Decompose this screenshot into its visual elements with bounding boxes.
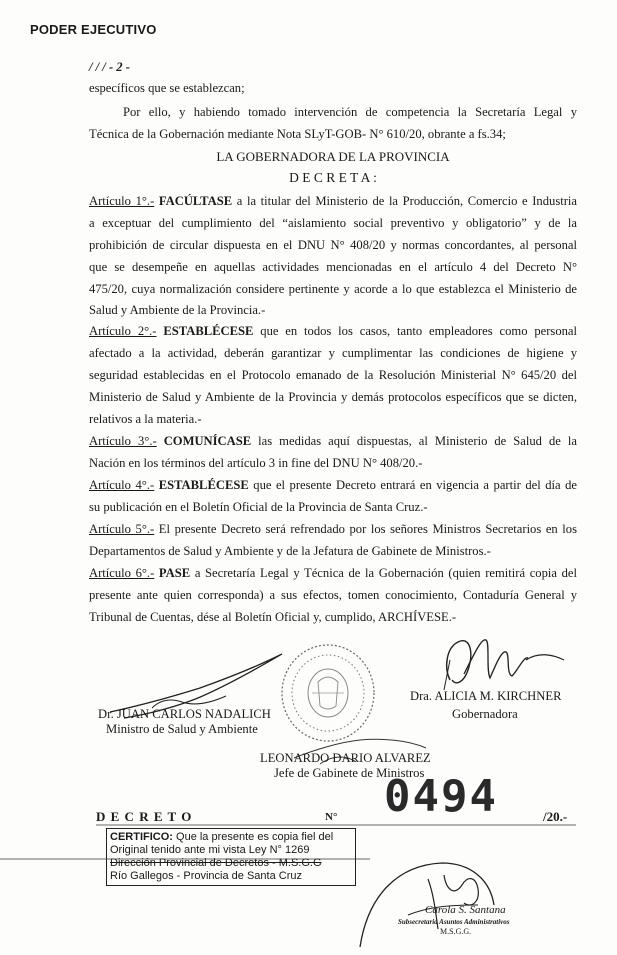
- article-6-first-line: [89, 566, 577, 581]
- article-verb: PASE: [158, 566, 191, 580]
- health-minister-role: Ministro de Salud y Ambiente: [106, 722, 258, 736]
- governor-signature-icon: [430, 630, 570, 692]
- article-2-line: seguridad establecidas en el Protocolo emanado de la Resolución Ministerial N° 645/20 del: [89, 368, 577, 382]
- article-1-line: a exceptuar del cumplimiento del “aislamiento social preventivo y obligatorio” y de la: [89, 216, 577, 230]
- article-6-line: Tribunal de Cuentas, dése al Boletín Oficial y, cumplido, ARCHÍVESE.-: [89, 610, 457, 624]
- article-label: Artículo 5°.-: [89, 522, 155, 536]
- article-label: Artículo 3°.-: [89, 434, 157, 448]
- certification-line-3: Dirección Provincial de Decretos - M.S.G.G: [110, 857, 322, 869]
- paragraph-intro: específicos que se establezcan;: [89, 81, 245, 95]
- article-5-first-line: [89, 522, 577, 537]
- article-4-first-line: [89, 478, 577, 493]
- certifier-unit: M.S.G.G.: [440, 927, 472, 936]
- paragraph-por-ello-cont: Técnica de la Gobernación mediante Nota SLyT-GOB- N° 610/20, obrante a fs.34;: [89, 127, 506, 141]
- article-1-line: prohibición de circular dispuesta en el DNU N° 408/20 y normas concordantes, al personal: [89, 238, 577, 252]
- article-5-line: Departamentos de Salud y Ambiente y de la Jefatura de Gabinete de Ministros.-: [89, 544, 491, 558]
- article-1-line: Salud y Ambiente de la Provincia.-: [89, 303, 266, 317]
- certification-line-4: Río Gallegos - Provincia de Santa Cruz: [110, 870, 302, 882]
- paragraph-por-ello: Por ello, y habiendo tomado intervención de competencia la Secretaría Legal y: [123, 105, 577, 119]
- certification-stamp: [106, 828, 356, 886]
- certifier-role: Subsecretaria Asuntos Administrativos: [398, 918, 510, 926]
- article-label: Artículo 2°.-: [89, 324, 157, 338]
- heading-decreta: D E C R E T A :: [289, 170, 377, 185]
- cabinet-chief-name: LEONARDO DARIO ALVAREZ: [260, 751, 431, 765]
- article-text: las medidas aquí dispuestas, al Ministerio de Salud de la: [258, 434, 577, 448]
- decree-number-prefix: N°: [325, 811, 338, 823]
- certification-line-2: Original tenido ante mi vista Ley N° 1269: [110, 844, 310, 856]
- cabinet-chief-role: Jefe de Gabinete de Ministros: [274, 766, 425, 780]
- certifier-name: Carola S. Santana: [425, 904, 506, 916]
- heading-gobernadora: LA GOBERNADORA DE LA PROVINCIA: [216, 149, 450, 164]
- certification-lead: CERTIFICO:: [110, 831, 173, 843]
- article-text: a Secretaría Legal y Técnica de la Gobernación (quien remitirá copia del: [194, 566, 577, 580]
- decree-year: /20.-: [543, 809, 568, 824]
- article-2-line: relativos a la materia.-: [89, 412, 202, 426]
- article-text: que en todos los casos, tanto empleadores como personal: [260, 324, 578, 338]
- article-3-line: Nación en los términos del artículo 3 in fine del DNU N° 408/20.-: [89, 456, 423, 470]
- article-1-line: que se desempeñe en aquellas actividades mencionadas en el artículo 4 del Decreto N°: [89, 260, 577, 274]
- article-4-line: su publicación en el Boletín Oficial de la Provincia de Santa Cruz.-: [89, 500, 428, 514]
- article-1-first-line: [89, 194, 577, 209]
- certification-line-1: [110, 831, 352, 844]
- article-3-first-line: [89, 434, 577, 449]
- page-header: PODER EJECUTIVO: [30, 22, 157, 37]
- article-2-first-line: [89, 324, 577, 339]
- article-verb: ESTABLÉCESE: [158, 478, 249, 492]
- page-marker: / / / - 2 -: [89, 60, 130, 74]
- health-minister-name: Dr. JUAN CARLOS NADALICH: [98, 707, 271, 721]
- article-text: a la titular del Ministerio de la Producción, Comercio e Industria: [236, 194, 578, 208]
- article-text: que el presente Decreto entrará en vigencia a partir del día de: [253, 478, 577, 492]
- article-verb: COMUNÍCASE: [163, 434, 252, 448]
- decree-label: D E C R E T O: [96, 809, 193, 824]
- article-verb: FACÚLTASE: [158, 194, 233, 208]
- article-verb: ESTABLÉCESE: [163, 324, 254, 338]
- decree-number-stamp: 0494: [384, 771, 498, 822]
- governor-name: Dra. ALICIA M. KIRCHNER: [410, 689, 562, 703]
- article-label: Artículo 4°.-: [89, 478, 155, 492]
- article-6-line: presente ante quien corresponda) a sus efectos, tomen conocimiento, Contaduría General y: [89, 588, 577, 602]
- article-2-line: afectado a la actividad, deberán garantizar y cumplimentar las condiciones de higiene y: [89, 346, 577, 360]
- article-1-line: 475/20, cuya normalización considere pertinente y acorde a lo que establezca el Ministerio de: [89, 282, 577, 296]
- certification-text: Que la presente es copia fiel del: [176, 831, 334, 843]
- governor-role: Gobernadora: [452, 707, 518, 721]
- decree-underline-divider: [96, 824, 576, 827]
- article-2-line: Ministerio de Salud y Ambiente de la Provincia y demás protocolos específicos que se dicten,: [89, 390, 577, 404]
- article-label: Artículo 6°.-: [89, 566, 155, 580]
- article-text: El presente Decreto será refrendado por los señores Ministros Secretarios en los: [158, 522, 577, 536]
- article-label: Artículo 1°.-: [89, 194, 155, 208]
- strike-line-divider: [0, 858, 370, 861]
